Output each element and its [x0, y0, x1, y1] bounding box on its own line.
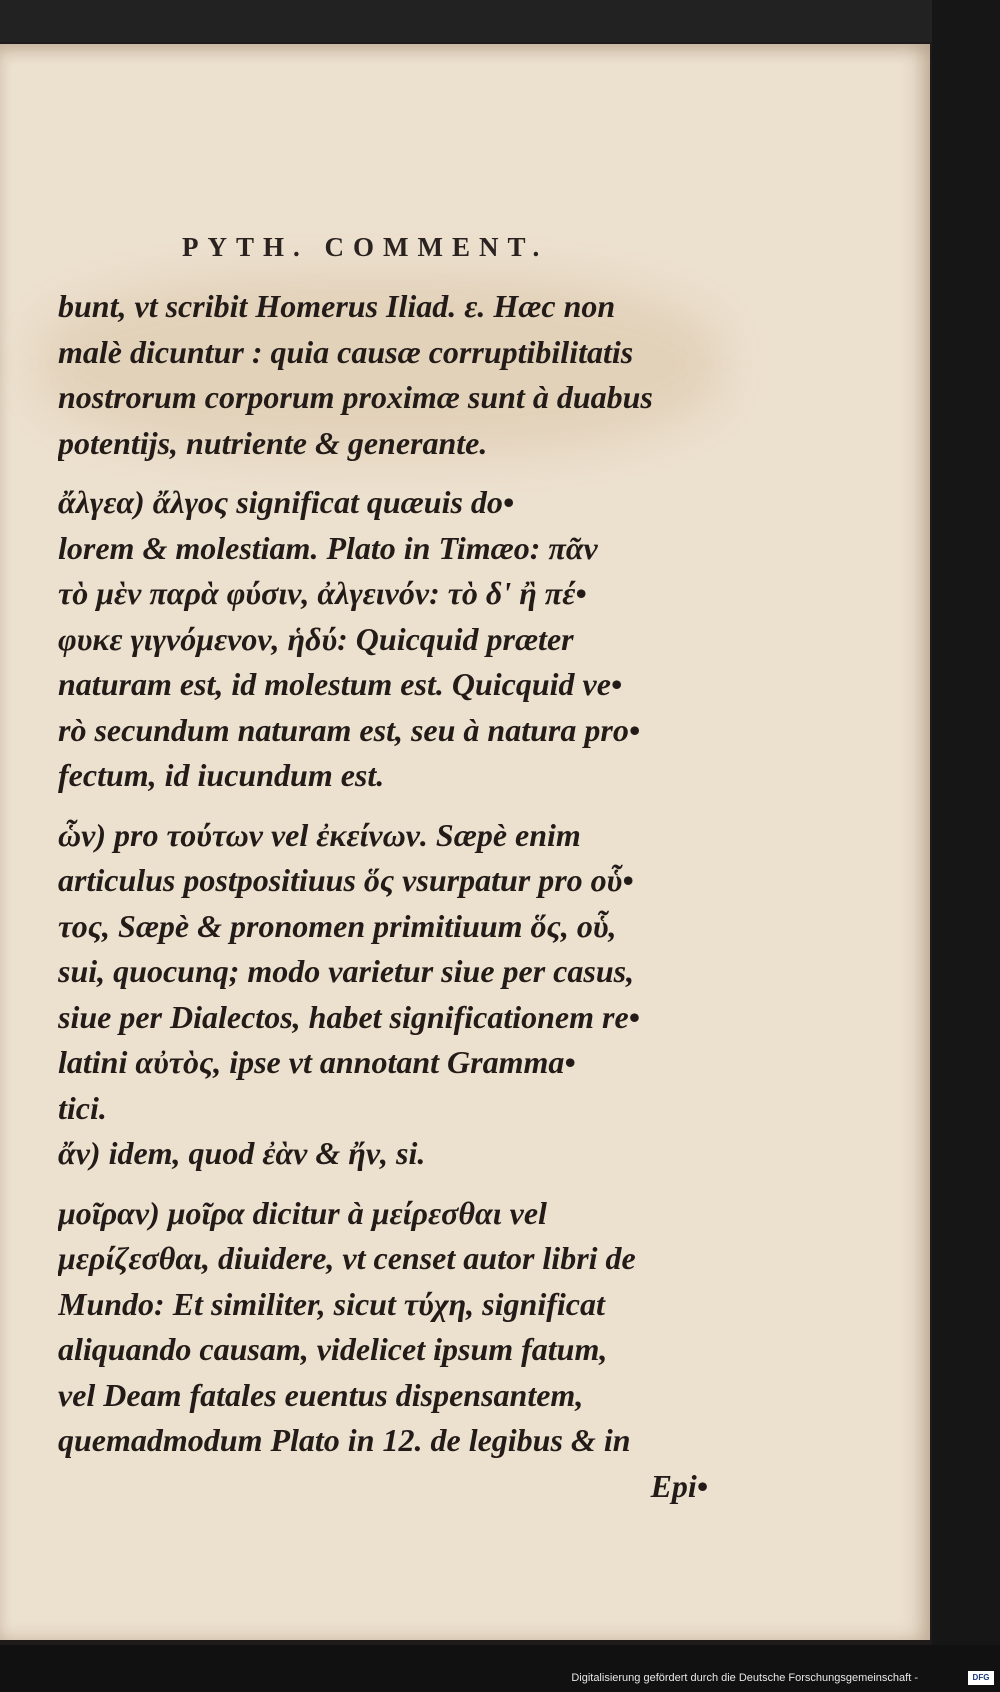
- scan-border-right: [932, 0, 1000, 1692]
- text-line: nostrorum corporum proximæ sunt à duabus: [58, 379, 653, 415]
- text-line: μερίζεσθαι, diuidere, vt censet autor libri de: [58, 1240, 636, 1276]
- text-line: siue per Dialectos, habet significationem re•: [58, 998, 640, 1035]
- body-text: [58, 284, 708, 1509]
- text-line: potentijs, nutriente & generante.: [58, 424, 488, 461]
- running-head: PYTH. COMMENT.: [182, 232, 549, 262]
- catchword: Epi•: [650, 1467, 708, 1504]
- text-line: ὧν) pro τούτων vel ἐκείνων. Sæpè enim: [58, 816, 581, 853]
- text-line: sui, quocunq; modo varietur siue per casus,: [58, 953, 635, 989]
- paragraph-gap: [58, 1177, 708, 1191]
- paragraph-gap: [58, 466, 708, 480]
- text-line: ἄν) idem, quod ἐὰν & ἤν, si.: [58, 1135, 426, 1171]
- text-line: ἄλγεα) ἄλγος significat quæuis do•: [58, 484, 515, 520]
- text-line: naturam est, id molestum est. Quicquid ve•: [58, 666, 623, 702]
- dfg-logo: DFG: [968, 1671, 994, 1685]
- text-line: τος, Sæpè & pronomen primitiuum ὅς, οὗ,: [58, 907, 617, 944]
- text-line: quemadmodum Plato in 12. de legibus & in: [58, 1422, 631, 1458]
- text-line: vel Deam fatales euentus dispensantem,: [58, 1376, 584, 1413]
- text-line: aliquando causam, videlicet ipsum fatum,: [58, 1331, 608, 1367]
- text-line: Mundo: Et similiter, sicut τύχη, significat: [58, 1285, 605, 1322]
- scan-border-top: [0, 0, 1000, 42]
- text-line: malè dicuntur : quia causæ corruptibilitatis: [58, 333, 634, 370]
- text-line: latini αὐτὸς, ipse vt annotant Gramma•: [58, 1044, 576, 1080]
- text-line: bunt, vt scribit Homerus Iliad. ε. Hæc non: [58, 288, 616, 324]
- scan-border-bottom: [0, 1645, 1000, 1692]
- text-line: rò secundum naturam est, seu à natura pro•: [58, 711, 641, 748]
- digitization-credit: Digitalisierung gefördert durch die Deutsche Forschungsgemeinschaft -: [571, 1672, 918, 1684]
- text-line: fectum, id iucundum est.: [58, 757, 385, 793]
- book-page: [0, 44, 930, 1640]
- text-line: τὸ μὲν παρὰ φύσιν, ἀλγεινόν: τὸ δ' ἢ πέ•: [58, 575, 587, 611]
- text-line: φυκε γιγνόμενον, ἡδύ: Quicquid præter: [58, 620, 574, 657]
- paragraph-gap: [58, 799, 708, 813]
- text-line: lorem & molestiam. Plato in Timæo: πᾶν: [58, 529, 598, 566]
- text-line: μοῖραν) μοῖρα dicitur à μείρεσθαι vel: [58, 1194, 547, 1231]
- text-line: tici.: [58, 1089, 107, 1126]
- text-line: articulus postpositiuus ὅς vsurpatur pro οὗ•: [58, 862, 634, 898]
